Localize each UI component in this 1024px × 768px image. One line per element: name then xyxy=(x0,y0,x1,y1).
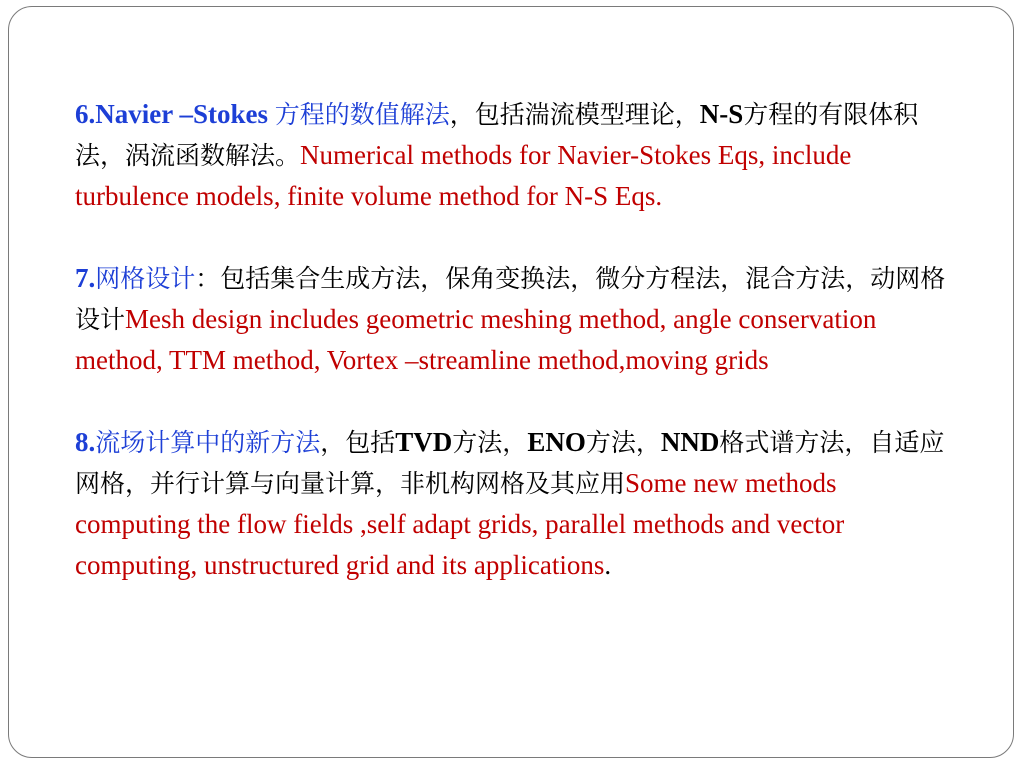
p8-cn-part2: 方法， xyxy=(452,428,528,457)
p7-english: Mesh design includes geometric meshing method, angle conservation method, TTM method, Vortex –streamline method,moving grids xyxy=(75,304,877,375)
p8-cn-part4: 格式谱方法，自适应网格，并行计算与向量计算，非机构网格及其应用 xyxy=(75,428,945,498)
p8-number: 8. xyxy=(75,427,96,457)
p6-english: Numerical methods for Navier-Stokes Eqs, include turbulence models, finite volume method for N-S Eqs. xyxy=(75,140,852,211)
p8-english: Some new methods computing the flow fields ,self adapt grids, parallel methods and vector computing, unstructured grid and its applications xyxy=(75,468,845,580)
p7-number: 7. xyxy=(75,263,96,293)
p8-title-cn: 流场计算中的新方法 xyxy=(95,428,321,457)
p6-cn-line1: ，包括湍流模型理论， xyxy=(449,100,700,129)
p7-cn-text: 包括集合生成方法，保角变换法，微分方程法，混合方法，动网格设计 xyxy=(75,264,946,334)
paragraph-7 xyxy=(75,258,955,381)
p7-colon: ： xyxy=(195,264,221,293)
paragraph-8 xyxy=(75,422,955,586)
slide-content xyxy=(75,94,955,627)
paragraph-6 xyxy=(75,94,955,217)
p8-cn-part1: ，包括 xyxy=(320,428,396,457)
p8-end-period: . xyxy=(604,550,612,580)
p6-title-en: Navier –Stokes xyxy=(95,99,275,129)
p8-tvd: TVD xyxy=(395,427,453,457)
p8-eno: ENO xyxy=(527,427,586,457)
p6-ns-bold: N-S xyxy=(699,99,744,129)
p8-cn-part3: 方法， xyxy=(585,428,661,457)
p6-title-cn: 方程的数值解法 xyxy=(274,100,450,129)
p6-number: 6. xyxy=(75,99,96,129)
p7-title-cn: 网格设计 xyxy=(95,264,196,293)
p8-nnd: NND xyxy=(660,427,720,457)
p6-cn-line2: 方程的有限体积法，涡流函数解法。 xyxy=(75,100,919,170)
